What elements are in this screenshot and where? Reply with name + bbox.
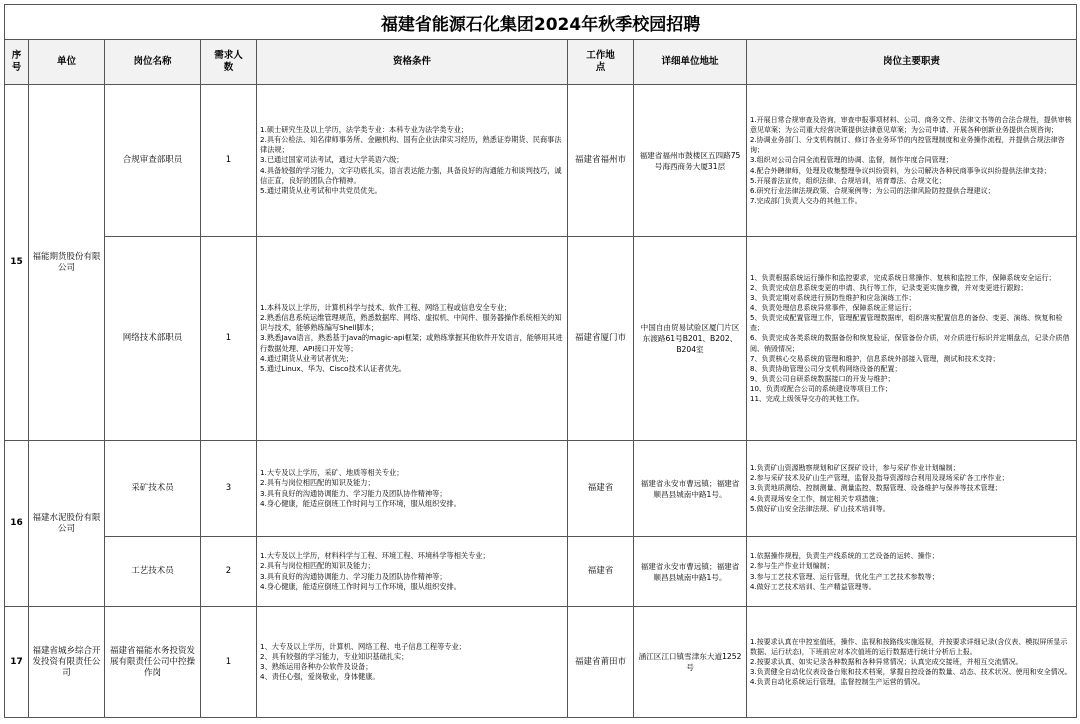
table-row bbox=[5, 607, 1077, 718]
page-title: 福建省能源石化集团2024年秋季校园招聘 bbox=[5, 5, 1077, 40]
recruitment-sheet bbox=[4, 4, 1076, 718]
address-cell: 福建省永安市曹远镇；福建省顺昌县城南中路1号。 bbox=[634, 441, 747, 537]
qualification-line: 1.大专及以上学历，采矿、地质等相关专业； bbox=[260, 468, 404, 478]
duties-cell bbox=[747, 607, 1077, 718]
table-row bbox=[5, 85, 1077, 237]
table-header-row bbox=[5, 40, 1077, 85]
qualification-line: 2、具有较强的学习能力，专业知识基础扎实； bbox=[260, 651, 409, 661]
seq-cell: 15 bbox=[5, 85, 29, 441]
duty-line: 1、负责根据系统运行操作和监控要求，完成系统日常操作、复核和监控工作，保障系统安全运行； bbox=[750, 273, 1056, 282]
duty-line: 9、负责公司自研系统数据接口的开发与维护； bbox=[750, 374, 895, 383]
duty-line: 7.完成部门负责人交办的其他工作。 bbox=[750, 196, 862, 205]
duty-line: 2.参与生产作业计划编制； bbox=[750, 562, 834, 571]
duty-line: 7、负责核心交易系统的管理和维护，信息系统外部接入管理，测试和技术支持； bbox=[750, 354, 1000, 363]
qualification-line: 4.身心健康，能适应倒班工作时间与工作环境，服从组织安排。 bbox=[260, 581, 461, 591]
qualification-line: 2.具有公检法、知名律师事务所、金融机构、国有企业法律实习经历，熟悉证券期货、民商事法律法规； bbox=[260, 134, 562, 155]
position-cell: 福建省福能水务投资发展有限责任公司中控操作岗 bbox=[105, 607, 201, 718]
address-cell: 中国自由贸易试验区厦门片区东渡路61号B201、B202、B204室 bbox=[634, 237, 747, 441]
duty-line: 4.负责现场安全工作，制定相关专项措施； bbox=[750, 494, 883, 503]
position-cell: 采矿技术员 bbox=[105, 441, 201, 537]
qualification-line: 3.已通过国家司法考试，通过大学英语六级； bbox=[260, 155, 404, 165]
duty-line: 3.负责健全自动化仪表设备台账和技术档案，掌握自控设备的数量、动态、技术状况、使用和安全情况。 bbox=[750, 668, 1072, 677]
duty-line: 2、负责完成信息系统变更的申请、执行等工作，记录变更实施步骤，并对变更进行跟踪； bbox=[750, 283, 1028, 292]
qualification-line: 3、熟练运用各种办公软件及设备； bbox=[260, 662, 373, 671]
qualification-line: 4.通过期货从业考试者优先； bbox=[260, 353, 354, 363]
duty-line: 1.开展日常合规审查及咨询，审查申报事项材料、公司、商务文件、法律文书等的合法合规性，提供审核意见草案；为公司重大经营决策提供法律意见草案；为公司申请、开展各种创新业务提供合规咨询； bbox=[750, 116, 1072, 135]
header-duties: 岗位主要职责 bbox=[747, 40, 1077, 85]
qualifications-cell bbox=[257, 537, 568, 607]
qualification-line: 5.通过期货从业考试和中共党员优先。 bbox=[260, 186, 382, 195]
qualification-line: 4、责任心强，爱岗敬业，身体健康。 bbox=[260, 672, 380, 682]
position-cell: 合规审查部职员 bbox=[105, 85, 201, 237]
qualification-line: 2.具有与岗位相匹配的知识及能力； bbox=[260, 478, 375, 488]
qualification-line: 2.熟悉信息系统运维管理规范，熟悉数据库、网络、虚拟机、中间件、服务器操作系统相关的知识与技术，能够熟练编写Shell脚本； bbox=[260, 312, 562, 333]
work-location-cell: 福建省 bbox=[568, 537, 634, 607]
header-work-location: 工作地点 bbox=[568, 40, 634, 85]
duty-line: 4.配合外聘律师，处理及收集整理争议纠纷资料，为公司解决各种民商事争议纠纷提供法律支持； bbox=[750, 166, 1051, 175]
duty-line: 3.参与工艺技术管理、运行管理，优化生产工艺技术参数等； bbox=[750, 572, 939, 581]
duty-line: 5、负责完成配置管理工作，管理配置管理数据库，组织落实配置信息的备份、变更、演练、恢复和检查； bbox=[750, 314, 1063, 333]
duty-line: 4.负责自动化系统运行管理，监督控制生产运营的情况。 bbox=[750, 678, 925, 687]
work-location-cell: 福建省福州市 bbox=[568, 85, 634, 237]
work-location-cell: 福建省厦门市 bbox=[568, 237, 634, 441]
duty-line: 2.协调业务部门、分支机构制订、修订各业务环节的内控管理制度和业务操作流程，并提供合规法律咨询； bbox=[750, 136, 1065, 155]
duties-cell bbox=[747, 537, 1077, 607]
qualification-line: 1.大专及以上学历，材料科学与工程、环境工程、环境科学等相关专业； bbox=[260, 551, 490, 561]
recruitment-table bbox=[4, 4, 1077, 718]
duties-cell bbox=[747, 85, 1077, 237]
duty-line: 3.组织对公司合同全流程管理的协调、监督，制作年度合同管理； bbox=[750, 156, 953, 165]
address-cell: 福建省永安市曹远镇；福建省顺昌县城南中路1号。 bbox=[634, 537, 747, 607]
qualification-line: 5.通过Linux、华为、Cisco技术认证者优先。 bbox=[260, 364, 406, 373]
address-cell: 涵江区江口镇雪津东大道1252号 bbox=[634, 607, 747, 718]
seq-cell: 17 bbox=[5, 607, 29, 718]
work-location-cell: 福建省莆田市 bbox=[568, 607, 634, 718]
qualifications-cell bbox=[257, 441, 568, 537]
duties-cell bbox=[747, 237, 1077, 441]
duty-line: 1.依据操作规程，负责生产线系统的工艺设备的运转、操作； bbox=[750, 552, 939, 561]
unit-cell: 福建省城乡综合开发投资有限责任公司 bbox=[29, 607, 105, 718]
duty-line: 1.按要求认真在中控室值班，操作、监视和按路线实施巡视，并按要求详细记录(含仪表、模拟屏所显示数据、运行状态)，下班前应对本次值班的运行数据进行统计分析后上报。 bbox=[750, 637, 1068, 656]
duties-cell bbox=[747, 441, 1077, 537]
work-location-cell: 福建省 bbox=[568, 441, 634, 537]
duty-line: 4、负责处理信息系统异常事件，保障系统正常运行； bbox=[750, 304, 916, 313]
unit-cell: 福建水泥股份有限公司 bbox=[29, 441, 105, 607]
table-row bbox=[5, 537, 1077, 607]
headcount-cell: 1 bbox=[201, 237, 257, 441]
qualifications-cell bbox=[257, 85, 568, 237]
header-position: 岗位名称 bbox=[105, 40, 201, 85]
duty-line: 2.参与采矿技术及矿山生产管理，监督及指导资源综合利用及现场采矿各工序作业； bbox=[750, 474, 1009, 483]
duty-line: 8、负责协助管理公司分支机构网络设备的配置； bbox=[750, 364, 902, 373]
qualification-line: 4.具备较强的学习能力，文字功底扎实，语言表达能力强，具备良好的沟通能力和谈判技巧，诚信正直，良好的团队合作精神。 bbox=[260, 165, 562, 185]
duty-line: 11、完成上级领导交办的其他工作。 bbox=[750, 395, 864, 404]
header-seq: 序号 bbox=[5, 40, 29, 85]
table-row bbox=[5, 237, 1077, 441]
qualification-line: 1.本科及以上学历，计算机科学与技术、软件工程、网络工程或信息安全专业； bbox=[260, 302, 512, 312]
qualification-line: 3.熟悉Java语言，熟悉基于Java的magic-api框架；或熟练掌握其他软件开发语言，能够用其进行数据处理、API接口开发等； bbox=[260, 333, 563, 353]
header-address: 详细单位地址 bbox=[634, 40, 747, 85]
duty-line: 5.开展普法宣传，组织法律、合规培训，培育尊法、合规文化； bbox=[750, 176, 946, 185]
header-headcount: 需求人数 bbox=[201, 40, 257, 85]
position-cell: 网络技术部职员 bbox=[105, 237, 201, 441]
duty-line: 10、负责或配合公司的系统建设等项目工作； bbox=[750, 384, 892, 393]
qualifications-cell bbox=[257, 607, 568, 718]
qualifications-cell bbox=[257, 237, 568, 441]
duty-line: 6、负责完成各类系统的数据备份和恢复验证，保管备份介质，对介质进行标识并定期盘点，记录介质借阅、销毁情况； bbox=[750, 334, 1070, 353]
duty-line: 5.做好矿山安全法律法规、矿山技术培训等。 bbox=[750, 504, 890, 513]
header-unit: 单位 bbox=[29, 40, 105, 85]
headcount-cell: 2 bbox=[201, 537, 257, 607]
headcount-cell: 1 bbox=[201, 607, 257, 718]
qualification-line: 1.硕士研究生及以上学历，法学类专业：本科专业为法学类专业； bbox=[260, 124, 469, 134]
address-cell: 福建省福州市鼓楼区五四路75号海西商务大厦31层 bbox=[634, 85, 747, 237]
qualification-line: 1、大专及以上学历，计算机、网络工程、电子信息工程等专业； bbox=[260, 641, 466, 651]
duty-line: 4.做好工艺技术培训、生产精益管理等。 bbox=[750, 582, 876, 591]
qualification-line: 2.具有与岗位相匹配的知识及能力； bbox=[260, 561, 375, 571]
headcount-cell: 3 bbox=[201, 441, 257, 537]
seq-cell: 16 bbox=[5, 441, 29, 607]
headcount-cell: 1 bbox=[201, 85, 257, 237]
qualification-line: 4.身心健康，能适应倒班工作时间与工作环境，服从组织安排。 bbox=[260, 498, 461, 508]
unit-cell: 福能期货股份有限公司 bbox=[29, 85, 105, 441]
duty-line: 6.研究行业法律法规政策、合规案例等；为公司的法律风险防控提供合理建议； bbox=[750, 186, 995, 195]
duty-line: 3.负责地质测绘、控制测量、测量监控、数据管理、设备维护与保养等技术管理； bbox=[750, 484, 1002, 493]
header-qualifications: 资格条件 bbox=[257, 40, 568, 85]
position-cell: 工艺技术员 bbox=[105, 537, 201, 607]
duty-line: 2.按要求认真、如实记录各种数据和各种异常情况；认真完成交接班，并相互交流情况。 bbox=[750, 657, 1023, 666]
duty-line: 3、负责定期对系统进行预防性维护和应急演练工作； bbox=[750, 294, 916, 303]
duty-line: 1.负责矿山资源勘察规划和矿区探矿设计，参与采矿作业计划编制； bbox=[750, 464, 960, 473]
qualification-line: 3.具有良好的沟通协调能力、学习能力及团队协作精神等； bbox=[260, 488, 447, 498]
qualification-line: 3.具有良好的沟通协调能力、学习能力及团队协作精神等； bbox=[260, 571, 447, 581]
table-row bbox=[5, 441, 1077, 537]
